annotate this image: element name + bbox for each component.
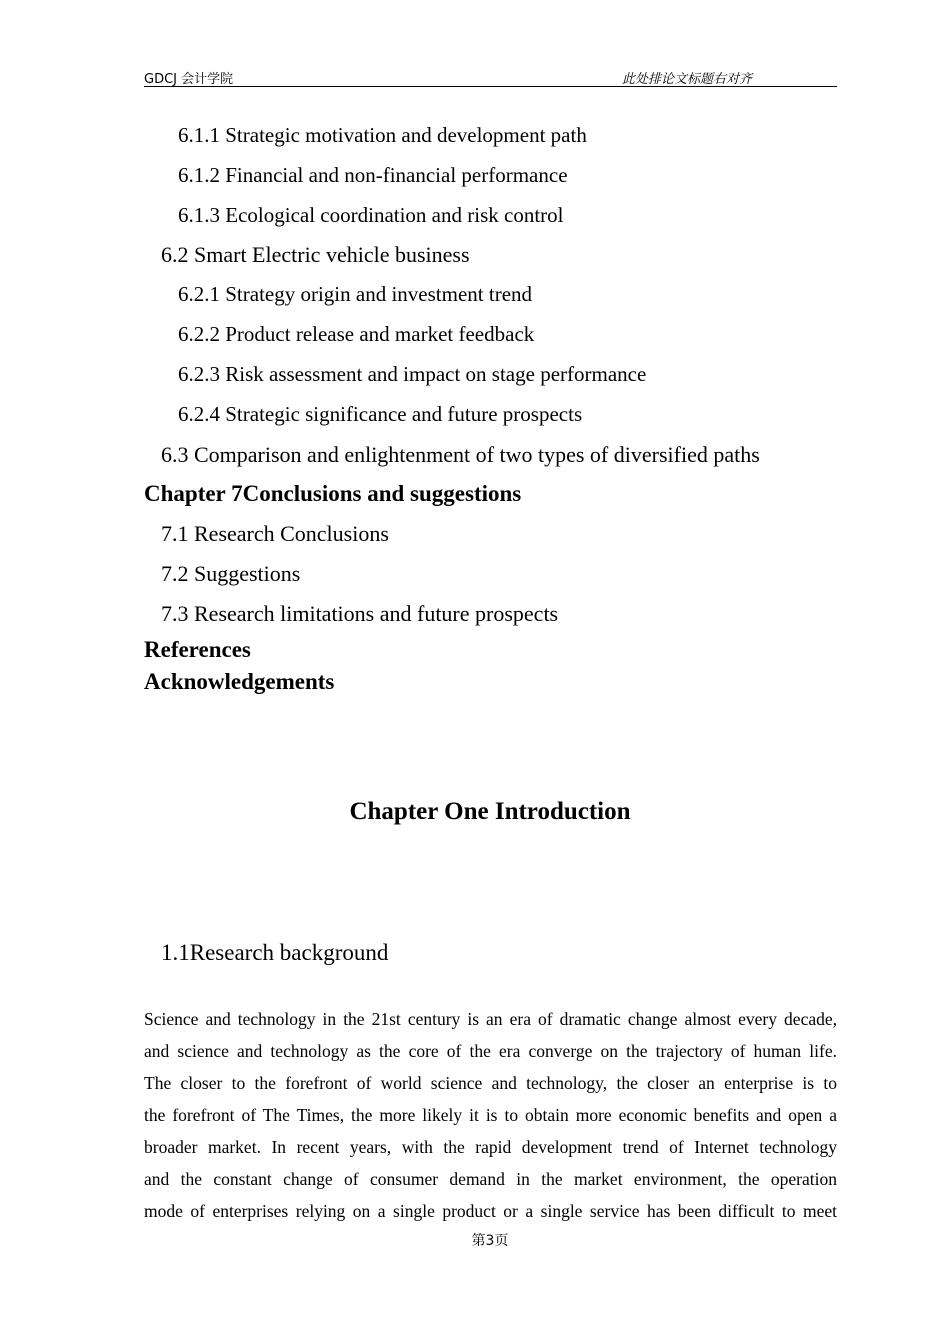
toc-item-7-1[interactable]: 7.1 Research Conclusions: [161, 521, 389, 546]
toc-item-6-2-2[interactable]: 6.2.2 Product release and market feedback: [178, 322, 535, 346]
toc-item-6-1-2[interactable]: 6.1.2 Financial and non-financial performance: [178, 163, 568, 187]
body-line: the forefront of The Times, the more likely it is to obtain more economic benefits and open a: [144, 1105, 837, 1125]
body-paragraph: [144, 1003, 837, 1227]
body-line: mode of enterprises relying on a single product or a single service has been difficult to meet: [144, 1201, 837, 1221]
toc-item-7-3[interactable]: 7.3 Research limitations and future prospects: [161, 601, 559, 626]
toc-item-references[interactable]: References: [144, 637, 251, 662]
toc-item-chapter-7[interactable]: Chapter 7Conclusions and suggestions: [144, 481, 522, 506]
toc-item-6-2[interactable]: 6.2 Smart Electric vehicle business: [161, 242, 470, 267]
body-line: The closer to the forefront of world science and technology, the closer an enterprise is to: [144, 1073, 837, 1093]
header-thesis-title: 此处排论文标题右对齐: [622, 72, 753, 87]
page-header: [144, 66, 837, 87]
body-line: Science and technology in the 21st century is an era of dramatic change almost every decade,: [144, 1009, 837, 1029]
toc-item-6-1-3[interactable]: 6.1.3 Ecological coordination and risk control: [178, 203, 564, 227]
header-institution: GDCJ 会计学院: [144, 72, 234, 87]
toc-item-6-1-1[interactable]: 6.1.1 Strategic motivation and development path: [178, 123, 587, 147]
toc-item-6-2-4[interactable]: 6.2.4 Strategic significance and future prospects: [178, 402, 583, 426]
toc-item-6-2-1[interactable]: 6.2.1 Strategy origin and investment trend: [178, 282, 533, 306]
toc-item-7-2[interactable]: 7.2 Suggestions: [161, 561, 301, 586]
body-line: and science and technology as the core of the era converge on the trajectory of human life.: [144, 1041, 837, 1061]
toc-item-acknowledgements[interactable]: Acknowledgements: [144, 669, 335, 694]
section-heading: 1.1Research background: [161, 940, 389, 965]
body-line: and the constant change of consumer demand in the market environment, the operation: [144, 1169, 837, 1189]
toc-item-6-2-3[interactable]: 6.2.3 Risk assessment and impact on stage performance: [178, 362, 647, 386]
page-number: 第3页: [471, 1233, 509, 1249]
body-line: broader market. In recent years, with the rapid development trend of Internet technology: [144, 1137, 837, 1157]
toc-item-6-3[interactable]: 6.3 Comparison and enlightenment of two types of diversified paths: [161, 442, 760, 467]
chapter-title: Chapter One Introduction: [349, 798, 631, 825]
